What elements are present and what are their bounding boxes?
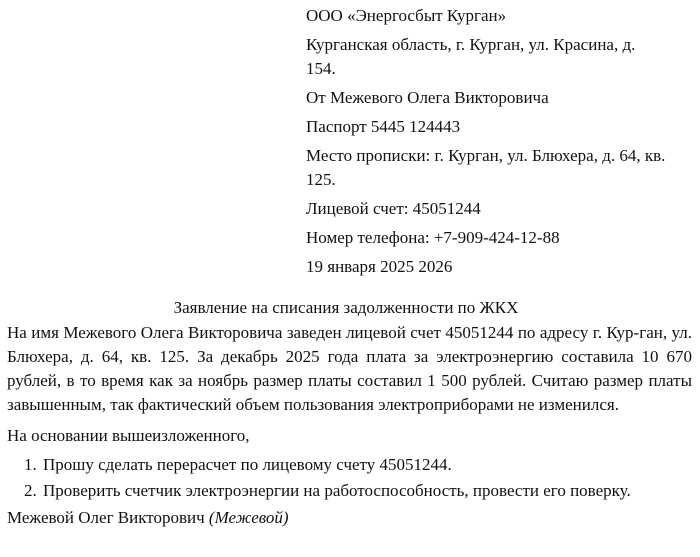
recipient-name: ООО «Энергосбыт Курган» [306, 6, 507, 25]
request-item-2: 2. Проверить счетчик электроэнергии на работоспособность, провести его поверку. [41, 479, 692, 503]
sender-name: От Межевого Олега Викторовича [306, 88, 549, 107]
addressee-block [306, 4, 692, 279]
request-item-1: 1. Прошу сделать перерасчет по лицевому счету 45051244. [41, 453, 692, 477]
request-list [7, 453, 692, 503]
signer-name: Межевой Олег Викторович [7, 508, 205, 527]
document-date: 19 января 2025 2026 [306, 257, 453, 276]
account-number: Лицевой счет: 45051244 [306, 199, 481, 218]
handwritten-signature: (Межевой) [208, 508, 289, 527]
document-title: Заявление на списания задолженности по ЖКХ [173, 298, 519, 317]
residence-line-2: 125. [306, 170, 336, 189]
passport-number: Паспорт 5445 124443 [306, 117, 461, 136]
recipient-address-line-2: 154. [306, 59, 336, 78]
phone-number: Номер телефона: +7-909-424-12-88 [306, 228, 560, 247]
basis-line: На основании вышеизложенного, [7, 426, 250, 445]
signature-line [7, 506, 692, 530]
document-body [7, 321, 692, 530]
recipient-address-line-1: Курганская область, г. Курган, ул. Красина, д. [306, 35, 636, 54]
residence-line-1: Место прописки: г. Курган, ул. Блюхера, д. 64, кв. [306, 146, 666, 165]
main-paragraph: На имя Межевого Олега Викторовича заведен лицевой счет 45051244 по адресу г. Кур-ган, ул. Блюхера, д. 64, кв. 125. За декабрь 2025 года плата за электроэнергию составила 10 670 рублей, в то время как за ноябрь размер платы составил 1 500 рублей. Считаю размер платы завышенным, так фактический объем пользования электроприборами не изменился. [7, 323, 692, 414]
